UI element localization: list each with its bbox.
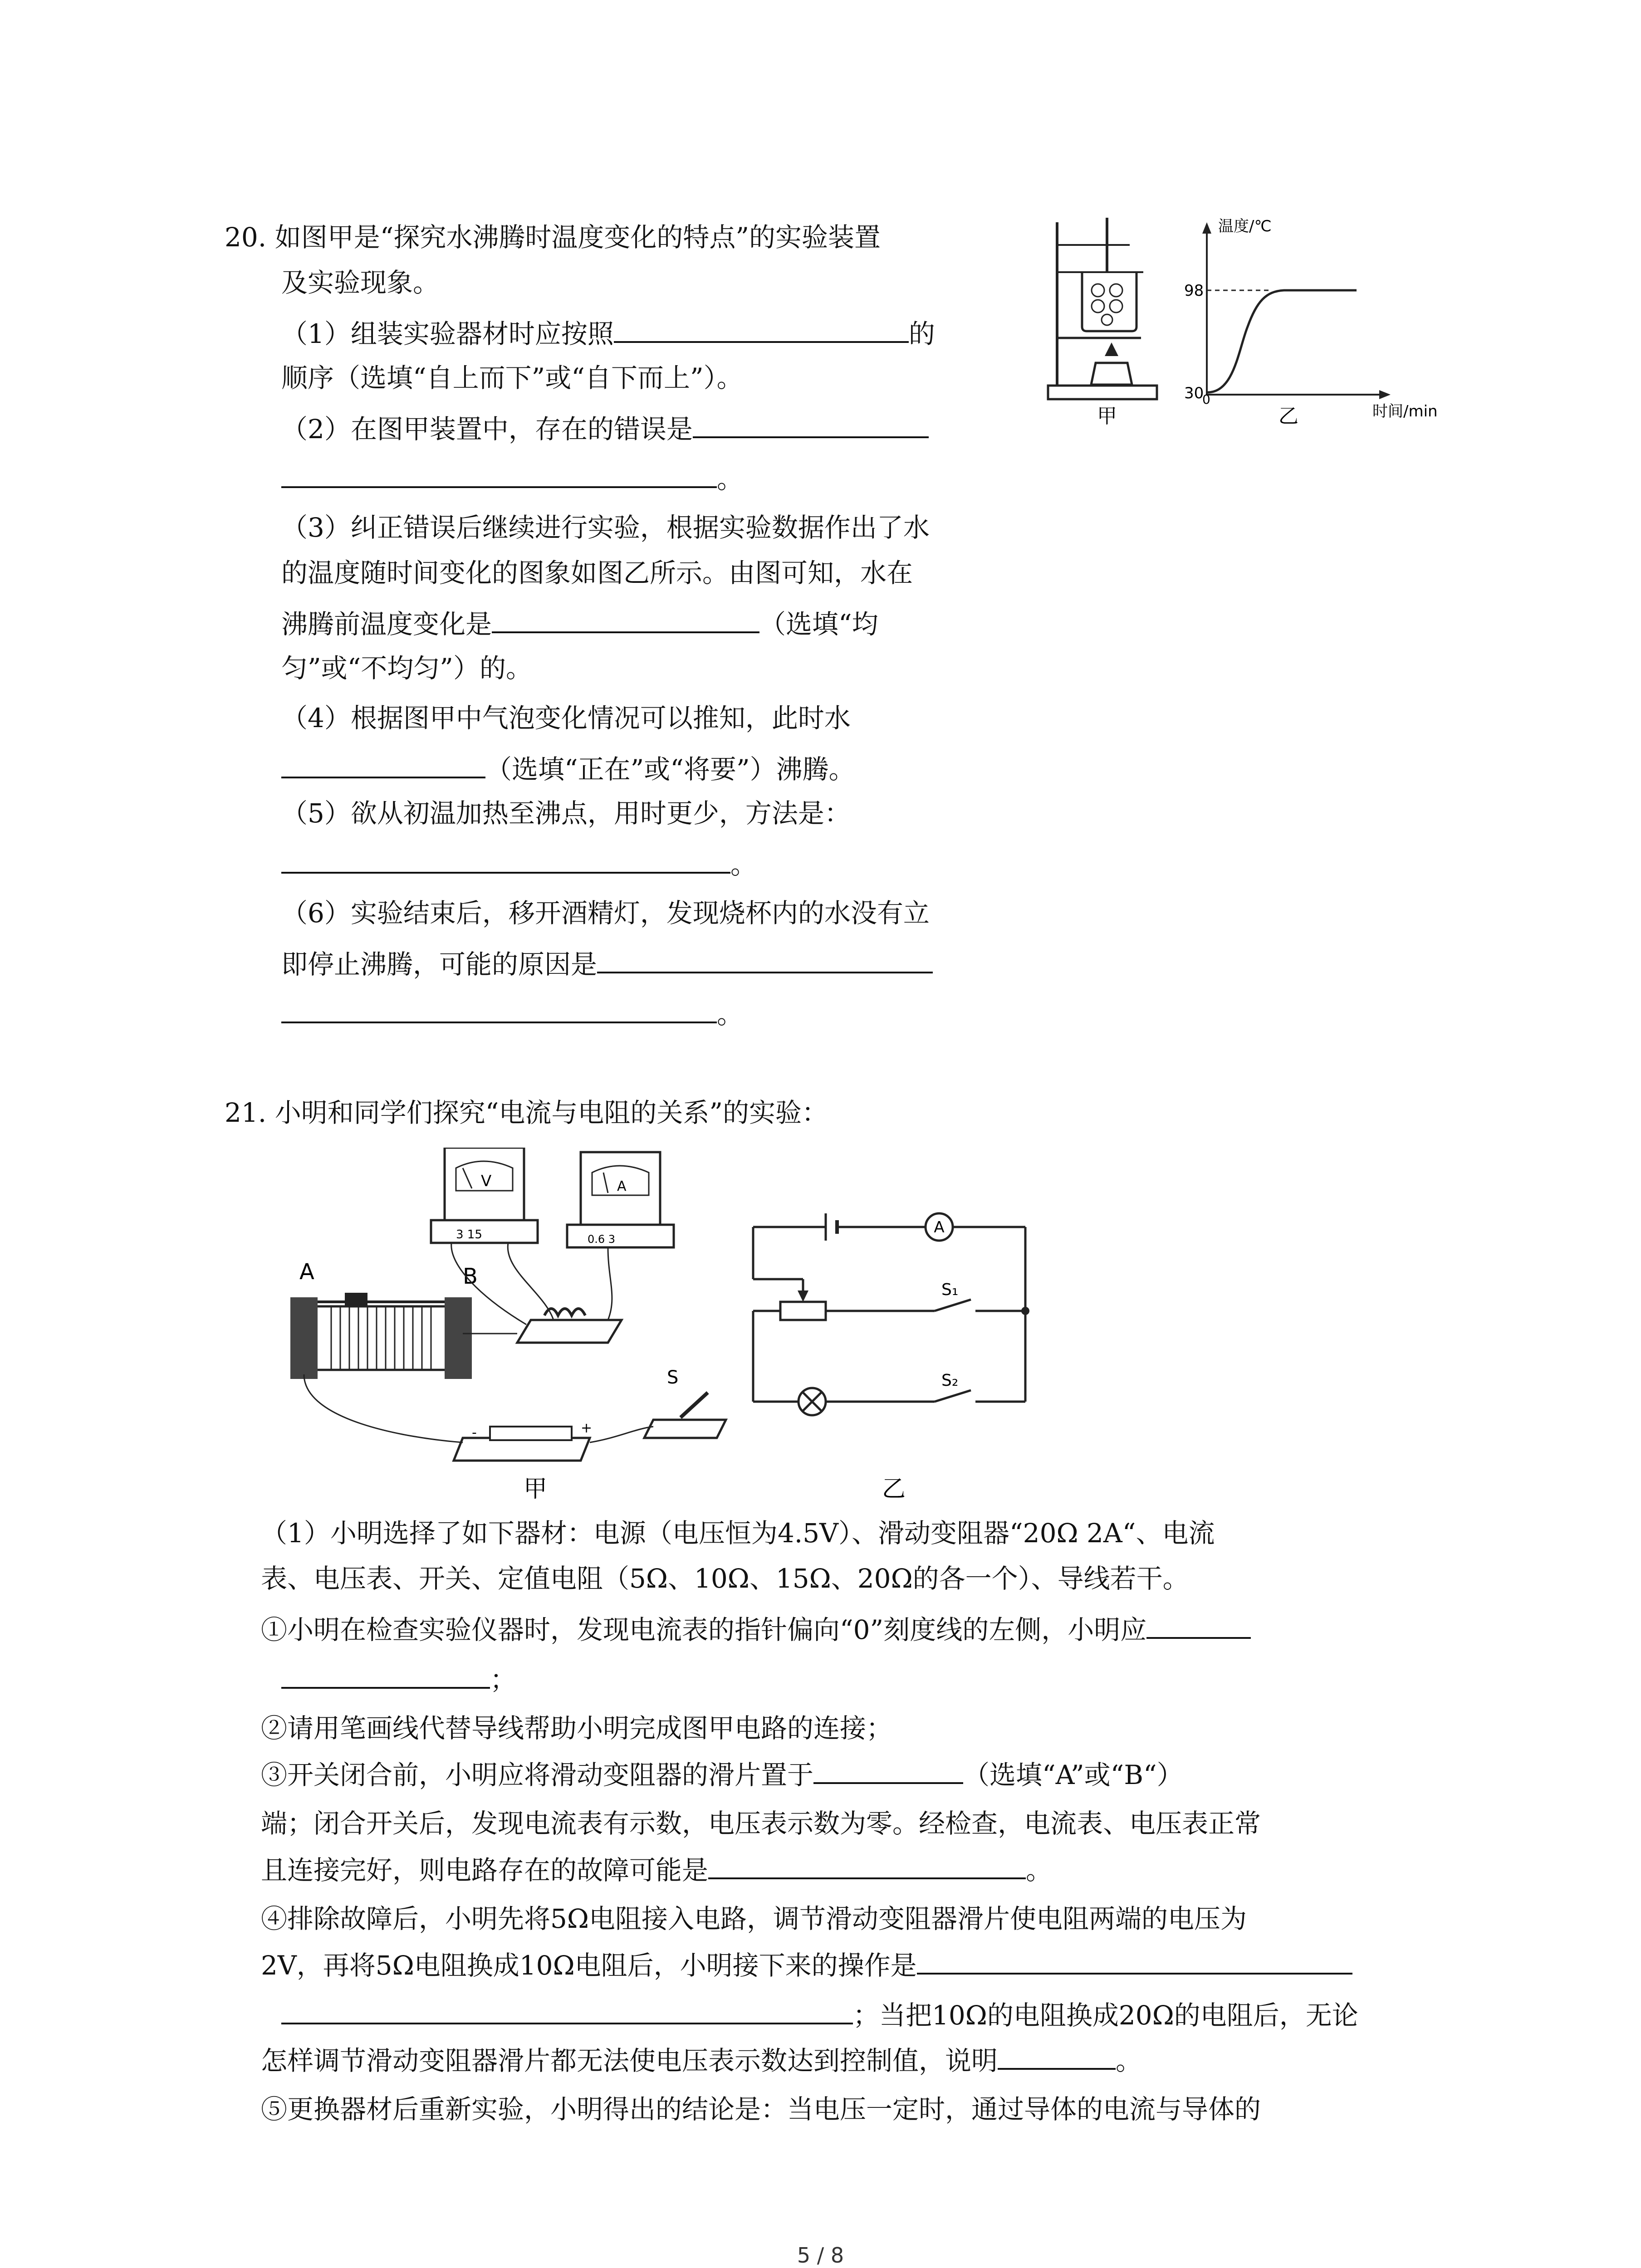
q20-part2-line1 [281, 412, 929, 445]
beaker [1082, 272, 1136, 331]
fig-label-yi: 乙 [1279, 405, 1298, 426]
answer-blank[interactable] [998, 2043, 1116, 2070]
q21-step3-line1 [261, 1758, 1183, 1791]
answer-blank[interactable] [492, 607, 759, 633]
answer-blank[interactable] [1146, 1613, 1251, 1639]
q20-part1-line1 [281, 317, 935, 350]
q21-step3-fault-text: 且连接完好，则电路存在的故障可能是 [261, 1855, 709, 1886]
q20-stem-text: 如图甲是“探究水沸腾时温度变化的特点”的实验装置 [274, 222, 881, 253]
battery [454, 1420, 592, 1461]
schematic-ammeter-label: A [934, 1218, 945, 1237]
q20-part3-line3 [281, 607, 878, 640]
q20-part6-line1: （6）实验结束后，移开酒精灯，发现烧杯内的水没有立 [281, 898, 930, 929]
q21-stem-line [225, 1097, 828, 1129]
alcohol-lamp [1091, 363, 1132, 385]
period: 。 [717, 464, 744, 494]
q20-part6-line3 [281, 997, 743, 1030]
answer-blank[interactable] [693, 412, 929, 438]
q21-part1-line2: 表、电压表、开关、定值电阻（5Ω、10Ω、15Ω、20Ω的各一个）、导线若干。 [261, 1563, 1189, 1594]
q21-number: 21. [225, 1097, 267, 1128]
q21-step4-line3 [281, 1998, 1358, 2031]
ammeter-label: A [617, 1178, 627, 1194]
q21-step1-line2 [281, 1662, 516, 1696]
period: 。 [1026, 1855, 1053, 1886]
switch [644, 1367, 726, 1438]
q21-step4-text3: 怎样调节滑动变阻器滑片都无法使电压表示数达到控制值，说明 [261, 2045, 998, 2076]
q21-step4-line2 [261, 1948, 1352, 1981]
q21-step3-line2: 端；闭合开关后，发现电流表有示数，电压表示数为零。经检查，电流表、电压表正常 [261, 1808, 1261, 1839]
q21-step3-option: （选填“A”或“B“） [963, 1760, 1183, 1790]
answer-blank[interactable] [281, 752, 485, 778]
q20-stem-line2: 及实验现象。 [281, 267, 440, 298]
q21-step4-line4 [261, 2043, 1142, 2077]
q21-step3-text: ③开关闭合前，小明应将滑动变阻器的滑片置于 [261, 1760, 814, 1790]
q20-part4-text: （选填“正在”或“将要”）沸腾。 [485, 754, 855, 785]
period: 。 [1116, 2045, 1142, 2076]
q20-part5-line1: （5）欲从初温加热至沸点，用时更少，方法是： [281, 798, 851, 829]
q20-part1-line2: 顺序（选填“自上而下”或“自下而上”）。 [281, 362, 743, 393]
stand-base [1048, 386, 1157, 399]
answer-blank[interactable] [281, 997, 717, 1023]
answer-blank[interactable] [708, 1853, 1026, 1879]
answer-blank[interactable] [614, 317, 909, 343]
period: 。 [717, 999, 744, 1030]
q21-step4-text2: ；当把10Ω的电阻换成20Ω的电阻后，无论 [853, 2000, 1358, 2031]
q21-part1-line1: （1）小明选择了如下器材：电源（电压恒为4.5V）、滑动变阻器“20Ω 2A“、电流 [261, 1518, 1215, 1549]
fig-label-jia: 甲 [1097, 405, 1117, 426]
q20-part3-line4: 匀”或“不均匀”）的。 [281, 653, 532, 684]
page-number: 5 / 8 [797, 2243, 844, 2268]
answer-blank[interactable] [917, 1948, 1352, 1975]
q20-part5-line2 [281, 847, 757, 880]
q20-number: 20. [225, 222, 267, 253]
q20-part6-text: 即停止沸腾，可能的原因是 [281, 949, 598, 980]
q20-apparatus-figure [1039, 213, 1166, 426]
graph-y-tick-30: 30 [1184, 384, 1204, 402]
terminal-label-B: B [463, 1264, 478, 1289]
switch-label-S: S [667, 1367, 679, 1388]
answer-blank[interactable] [813, 1758, 963, 1784]
schematic-switch-S1: S₁ [941, 1281, 959, 1299]
q20-part1-text: （1）组装实验器材时应按照 [281, 318, 614, 349]
q20-part3-line1: （3）纠正错误后继续进行实验，根据实验数据作出了水 [281, 512, 930, 543]
q20-part2-line2 [281, 462, 743, 495]
q20-part6-line2 [281, 947, 933, 980]
q20-part4-line2 [281, 752, 855, 785]
q21-physical-circuit-figure [290, 1148, 744, 1501]
terminal-label-A: A [299, 1259, 314, 1285]
q20-part3-line2: 的温度随时间变化的图象如图乙所示。由图可知，水在 [281, 557, 913, 588]
q21-step4-text: 2V，再将5Ω电阻换成10Ω电阻后，小明接下来的操作是 [261, 1950, 917, 1981]
fig-label-jia: 甲 [523, 1476, 548, 1501]
q21-step1-text: ①小明在检查实验仪器时，发现电流表的指针偏向“0”刻度线的左侧，小明应 [261, 1614, 1147, 1645]
ammeter [567, 1152, 674, 1247]
q20-stem-line1 [225, 221, 881, 253]
svg-text:+: + [581, 1420, 593, 1436]
graph-x-label: 时间/min [1372, 402, 1438, 420]
q20-part3-text: 沸腾前温度变化是 [281, 609, 492, 640]
temperature-curve [1208, 290, 1357, 392]
answer-blank[interactable] [281, 1662, 490, 1689]
q20-temperature-graph [1180, 213, 1470, 426]
resistor-board [517, 1309, 622, 1343]
q20-part2-text: （2）在图甲装置中，存在的错误是 [281, 414, 693, 445]
q20-part1-suffix: 的 [908, 318, 935, 349]
q20-part3-option: （选填“均 [759, 609, 878, 640]
graph-y-tick-98: 98 [1184, 282, 1204, 300]
q21-step4-line1: ④排除故障后，小明先将5Ω电阻接入电路，调节滑动变阻器滑片使电阻两端的电压为 [261, 1903, 1247, 1934]
q21-step3-line3 [261, 1853, 1052, 1886]
q21-step1-line1 [261, 1613, 1251, 1646]
semicolon: ； [490, 1664, 517, 1695]
fig-label-yi: 乙 [882, 1476, 906, 1503]
answer-blank[interactable] [281, 462, 717, 488]
answer-blank[interactable] [281, 1998, 853, 2024]
voltmeter-scale: 3 15 [456, 1228, 482, 1242]
period: 。 [730, 849, 757, 880]
ammeter-scale: 0.6 3 [588, 1233, 616, 1246]
voltmeter [431, 1148, 538, 1243]
q20-part4-line1: （4）根据图甲中气泡变化情况可以推知，此时水 [281, 703, 851, 733]
schematic-switch-S2: S₂ [941, 1371, 959, 1390]
graph-y-label: 温度/℃ [1218, 217, 1272, 235]
answer-blank[interactable] [281, 847, 730, 874]
q21-step2-line: ②请用笔画线代替导线帮助小明完成图甲电路的连接； [261, 1713, 893, 1744]
q21-step5-line1: ⑤更换器材后重新实验，小明得出的结论是：当电压一定时，通过导体的电流与导体的 [261, 2094, 1261, 2125]
svg-text:-: - [472, 1425, 477, 1441]
graph-x-origin: 0 [1202, 392, 1210, 407]
q21-stem-text: 小明和同学们探究“电流与电阻的关系”的实验： [274, 1097, 828, 1128]
rheostat [290, 1293, 472, 1379]
answer-blank[interactable] [597, 947, 933, 973]
q21-schematic-figure [744, 1188, 1062, 1506]
voltmeter-label: V [481, 1172, 492, 1190]
